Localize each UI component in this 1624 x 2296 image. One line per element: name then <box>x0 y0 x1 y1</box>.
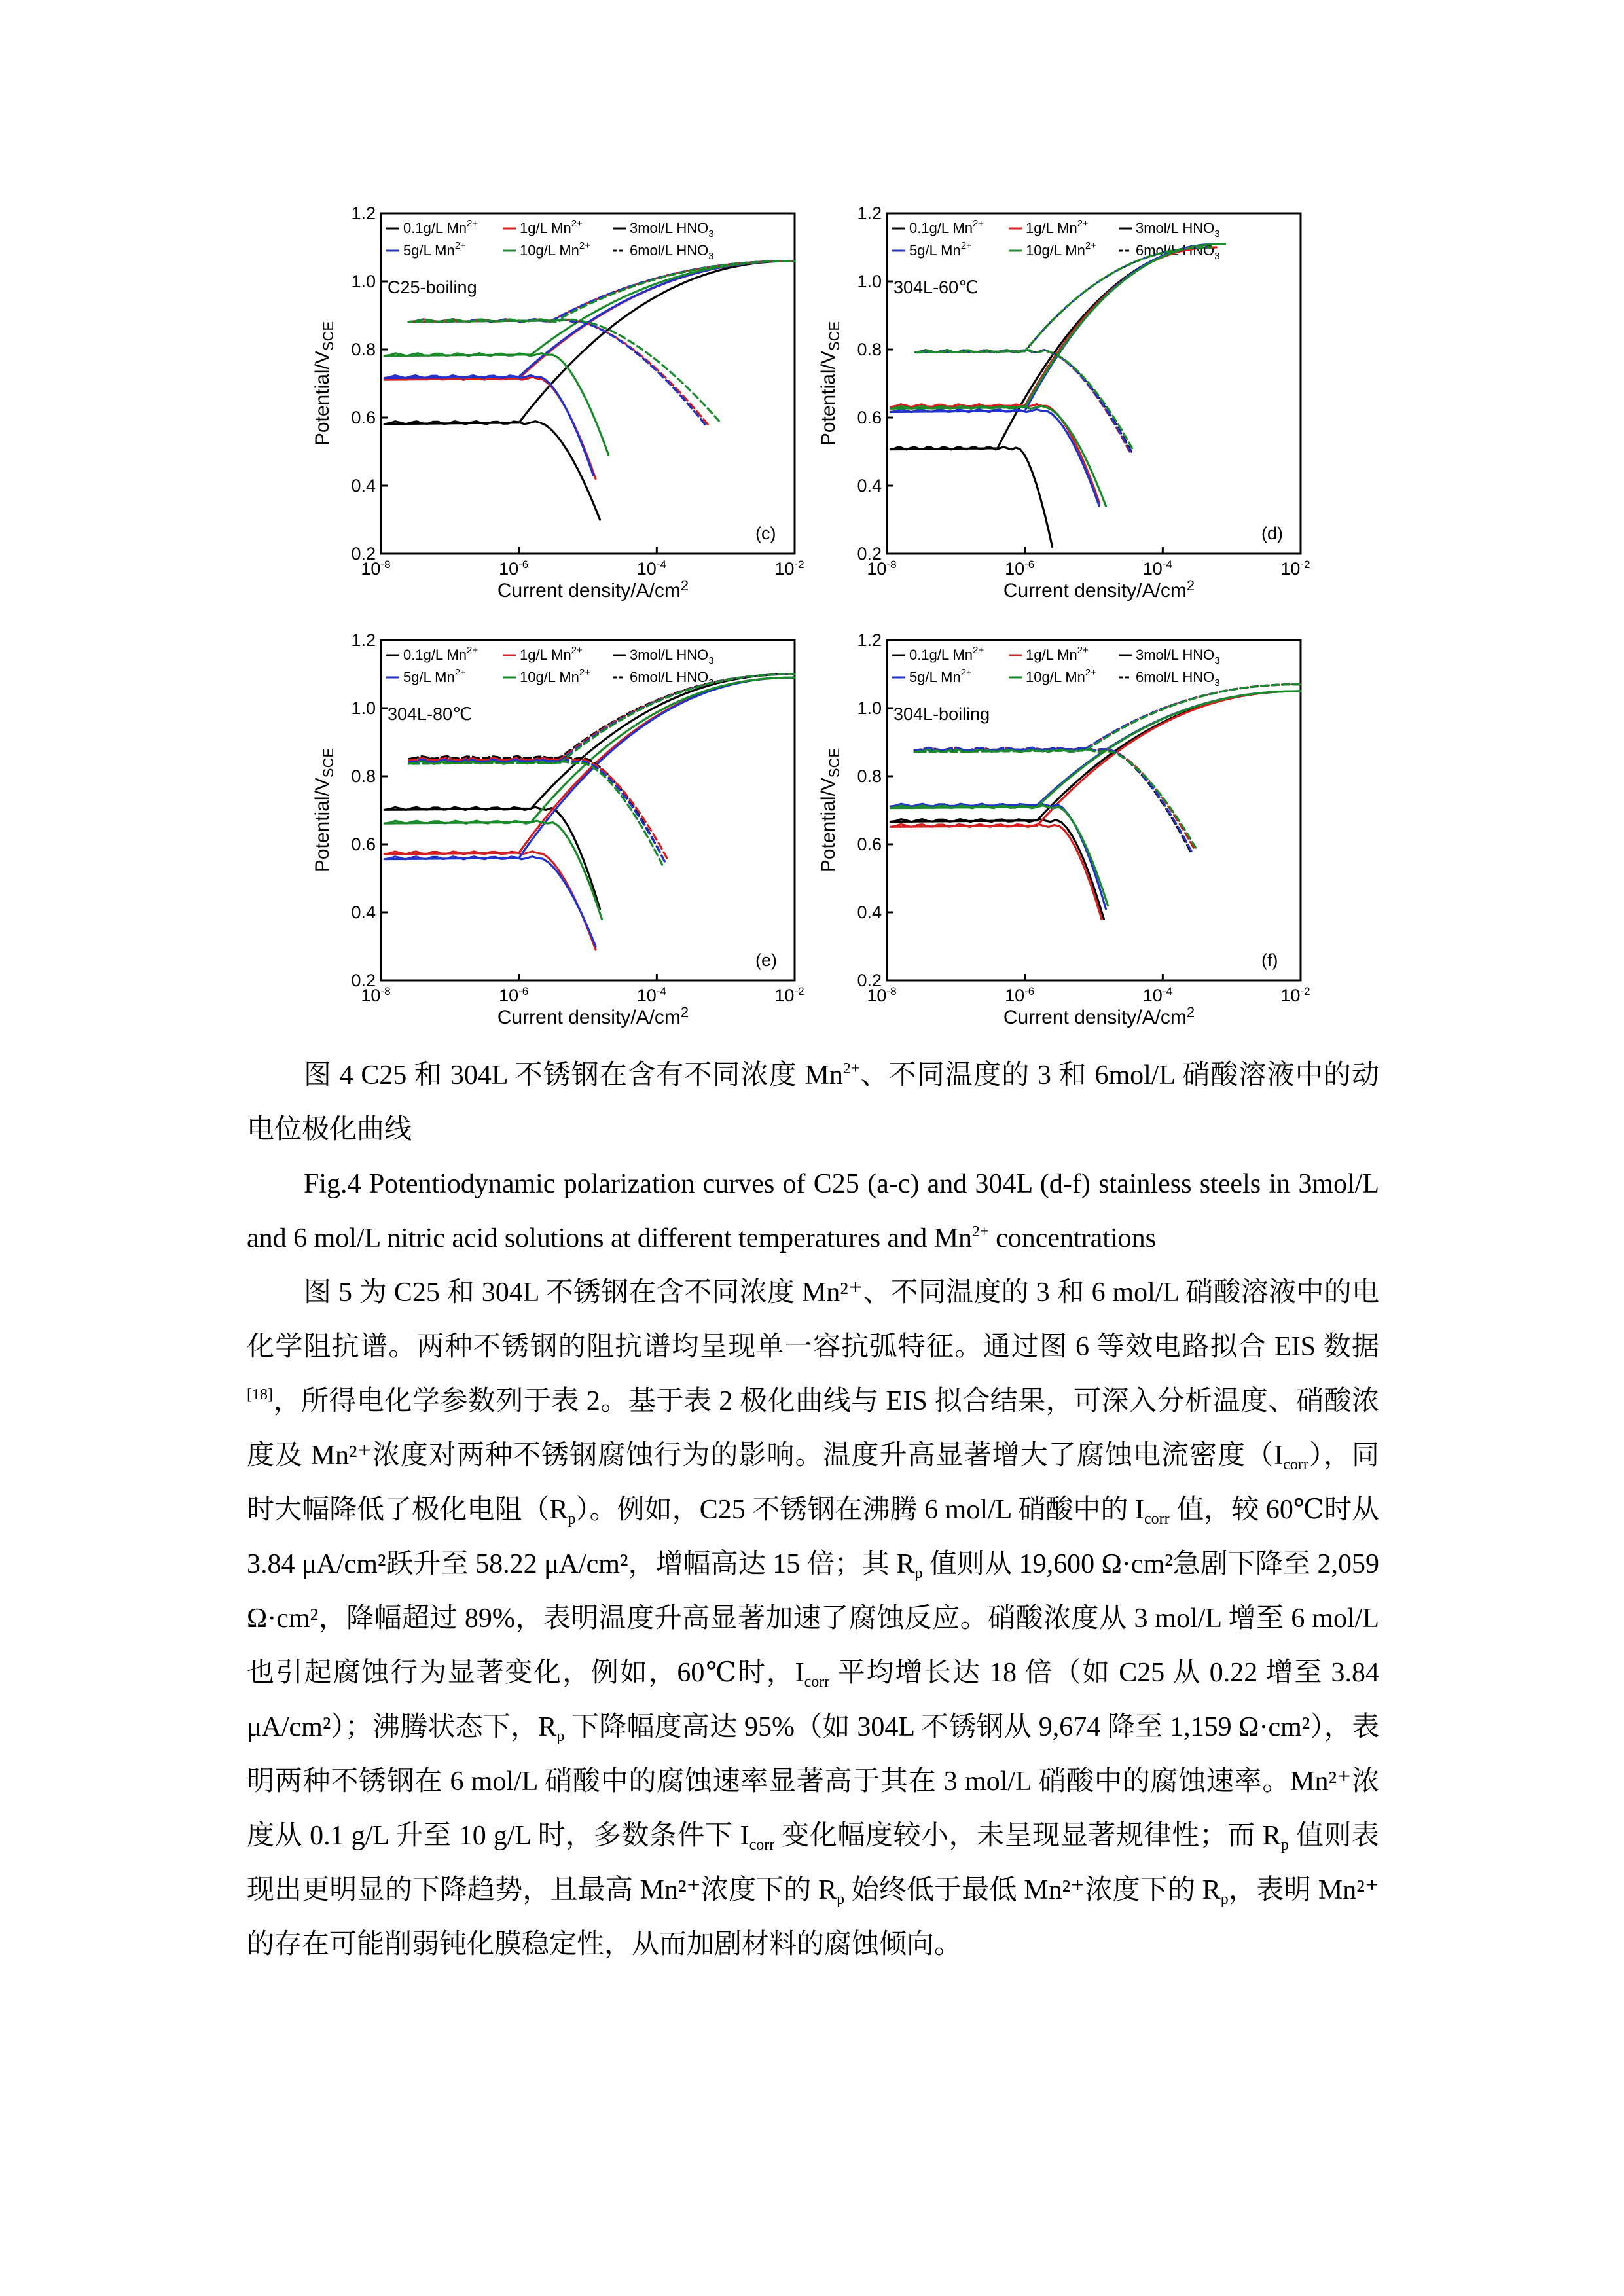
x-tick-label: $10^{-2}$ <box>1280 985 1310 1005</box>
y-axis-label-text: Potential/$V_{SCE}$ <box>818 747 842 873</box>
condition-label: 304L-60℃ <box>893 278 979 297</box>
x-tick-label: $10^{-2}$ <box>1280 558 1310 579</box>
panel-label: (c) <box>755 524 776 543</box>
legend-entry: 5g/L $Mn^{2+}$ <box>909 667 972 685</box>
legend-entry: 10g/L $Mn^{2+}$ <box>1026 667 1097 685</box>
y-tick-label: 0.8 <box>857 340 882 359</box>
legend-entry: 3mol/L $HNO_3$ <box>630 647 714 666</box>
legend-entry: 5g/L $Mn^{2+}$ <box>403 667 466 685</box>
y-tick-label: 0.2 <box>351 971 376 990</box>
legend-entry: 6mol/L $HNO_3$ <box>1136 669 1220 689</box>
y-tick-label: 0.6 <box>351 834 376 854</box>
legend-entry: 0.1g/L $Mn^{2+}$ <box>403 218 478 236</box>
plot-frame <box>887 640 1301 980</box>
plot-frame <box>887 213 1301 554</box>
citation-ref: [18] <box>247 1386 273 1403</box>
series-curve <box>408 674 795 861</box>
x-tick-label: $10^{-8}$ <box>361 985 391 1005</box>
legend-entry: 0.1g/L $Mn^{2+}$ <box>909 645 984 663</box>
y-tick-label: 1.0 <box>857 272 882 291</box>
y-tick-label: 0.8 <box>351 340 376 359</box>
y-tick-label: 0.8 <box>351 766 376 786</box>
y-tick-label: 1.0 <box>351 698 376 718</box>
y-tick-label: 0.6 <box>857 834 882 854</box>
legend-entry: 3mol/L $HNO_3$ <box>630 220 714 240</box>
x-tick-label: $10^{-6}$ <box>1005 558 1035 579</box>
x-tick-label: $10^{-4}$ <box>636 985 666 1005</box>
figure-caption-chinese: 图 4 C25 和 304L 不锈钢在含有不同浓度 $Mn^{2+}$、不同温度的 3 和 6mol/L 硝酸溶液中的动电位极化曲线 <box>247 1060 1379 1145</box>
y-tick-label: 0.8 <box>857 766 882 786</box>
x-axis-label: Current density/$A/cm^2$ <box>497 577 689 601</box>
y-axis-label-text: Potential/$V_{SCE}$ <box>818 321 842 446</box>
legend-entry: 0.1g/L $Mn^{2+}$ <box>909 218 984 236</box>
x-tick-label: $10^{-8}$ <box>867 558 897 579</box>
legend-entry: 5g/L $Mn^{2+}$ <box>909 240 972 259</box>
y-axis-label-text: Potential/$V_{SCE}$ <box>312 321 336 446</box>
panel-label: (f) <box>1261 950 1278 970</box>
y-tick-label: 0.4 <box>857 903 882 922</box>
chart-panel-c <box>312 204 804 601</box>
legend-entry: 1g/L $Mn^{2+}$ <box>520 645 583 663</box>
legend-entry: 10g/L $Mn^{2+}$ <box>1026 240 1097 259</box>
figure-4-polarization-panels <box>0 0 1624 1047</box>
y-axis-label <box>312 321 336 446</box>
legend-entry: 6mol/L $HNO_3$ <box>630 669 714 689</box>
y-tick-label: 0.4 <box>857 476 882 495</box>
y-tick-label: 0.4 <box>351 476 376 495</box>
body-paragraph: 图 5 为 C25 和 304L 不锈钢在含不同浓度 Mn²⁺、不同温度的 3 和 6 mol/L 硝酸溶液中的电化学阻抗谱。两种不锈钢的阻抗谱均呈现单一容抗弧特征。通过图 6 等效电路拟合 EIS 数据[18]，所得电化学参数列于表 2。基于表 2 极化曲线与 EIS 拟合结果，可深入分析温度、硝酸浓度及 Mn²⁺浓度对两种不锈钢腐蚀行为的影响。温度升高显著增大了腐蚀电流密度$(I_{corr})$，同时大幅降低了极化电阻$(R_p)$。例如，C25 不锈钢在沸腾 6 mol/L 硝酸中的 $I_{corr}$ 值，较 60℃时从 3.84 μA/cm²跃升至 58.22 μA/cm²，增幅高达 15 倍；其 $R_p$ 值则从 19,600 Ω·cm²急剧下降至 2,059 Ω·cm²，降幅超过 89%，表明温度升高显著加速了腐蚀反应。硝酸浓度从 3 mol/L 增至 6 mol/L 也引起腐蚀行为显著变化，例如，60℃时，$I_{corr}$ 平均增长达 18 倍（如 C25 从 0.22 增至 3.84 μA/cm²）；沸腾状态下，$R_p$ 下降幅度高达 95%（如 304L 不锈钢从 9,674 降至 1,159 Ω·cm²），表明两种不锈钢在 6 mol/L 硝酸中的腐蚀速率显著高于其在 3 mol/L 硝酸中的腐蚀速率。Mn²⁺浓度从 0.1 g/L 升至 10 g/L 时，多数条件下 $I_{corr}$ 变化幅度较小，未呈现显著规律性；而 $R_p$ 值则表现出更明显的下降趋势，且最高 Mn²⁺浓度下的 $R_p$ 始终低于最低 Mn²⁺浓度下的 $R_p$，表明 Mn²⁺的存在可能削弱钝化膜稳定性，从而加剧材料的腐蚀倾向。 <box>247 1278 1380 1960</box>
legend-entry: 6mol/L $HNO_3$ <box>1136 242 1220 262</box>
legend <box>386 645 714 689</box>
series-curve <box>408 674 795 861</box>
x-tick-label: $10^{-8}$ <box>361 558 391 579</box>
x-tick-label: $10^{-2}$ <box>774 985 804 1005</box>
legend-entry: 0.1g/L $Mn^{2+}$ <box>403 645 478 663</box>
panel-label: (e) <box>755 950 777 970</box>
condition-label: 304L-80℃ <box>388 704 473 724</box>
legend-entry: 1g/L $Mn^{2+}$ <box>520 218 583 236</box>
x-axis-label: Current density/$A/cm^2$ <box>497 1004 689 1028</box>
x-tick-label: $10^{-6}$ <box>1005 985 1035 1005</box>
y-tick-label: 1.0 <box>351 272 376 291</box>
y-tick-label: 1.0 <box>857 698 882 718</box>
legend <box>892 645 1220 689</box>
y-tick-label: 0.2 <box>351 544 376 564</box>
legend-entry: 3mol/L $HNO_3$ <box>1136 220 1220 240</box>
x-tick-label: $10^{-6}$ <box>499 558 529 579</box>
x-tick-label: $10^{-6}$ <box>499 985 529 1005</box>
y-tick-label: 1.2 <box>857 630 882 650</box>
condition-label: C25-boiling <box>388 278 477 297</box>
y-tick-label: 0.6 <box>351 408 376 427</box>
series-curve <box>408 674 795 858</box>
legend-entry: 1g/L $Mn^{2+}$ <box>1026 218 1089 236</box>
legend-entry: 10g/L $Mn^{2+}$ <box>520 667 591 685</box>
legend-entry: 6mol/L $HNO_3$ <box>630 242 714 262</box>
legend-entry: 10g/L $Mn^{2+}$ <box>520 240 591 259</box>
legend-entry: 1g/L $Mn^{2+}$ <box>1026 645 1089 663</box>
x-tick-label: $10^{-4}$ <box>1142 558 1172 579</box>
y-tick-label: 0.2 <box>857 544 882 564</box>
y-axis-label <box>818 748 842 872</box>
y-tick-label: 1.2 <box>351 204 376 223</box>
y-tick-label: 0.6 <box>857 408 882 427</box>
x-tick-label: $10^{-2}$ <box>774 558 804 579</box>
x-axis-label: Current density/$A/cm^2$ <box>1003 577 1195 601</box>
x-tick-label: $10^{-4}$ <box>1142 985 1172 1005</box>
series-curve <box>384 261 795 520</box>
condition-label: 304L-boiling <box>893 704 990 724</box>
y-axis-label <box>312 748 336 872</box>
y-tick-label: 0.2 <box>857 971 882 990</box>
legend-entry: 5g/L $Mn^{2+}$ <box>403 240 466 259</box>
legend-entry: 3mol/L $HNO_3$ <box>1136 647 1220 666</box>
x-tick-label: $10^{-8}$ <box>867 985 897 1005</box>
chart-panel-f <box>818 630 1310 1028</box>
y-tick-label: 1.2 <box>351 630 376 650</box>
y-tick-label: 0.4 <box>351 903 376 922</box>
y-axis-label <box>818 321 842 446</box>
y-tick-label: 1.2 <box>857 204 882 223</box>
legend <box>386 218 714 262</box>
panel-label: (d) <box>1261 524 1283 543</box>
chart-panel-d <box>818 204 1310 601</box>
x-axis-label: Current density/$A/cm^2$ <box>1003 1004 1195 1028</box>
y-axis-label-text: Potential/$V_{SCE}$ <box>312 747 336 873</box>
chart-panel-e <box>312 630 804 1028</box>
figure-caption-english: Fig.4 Potentiodynamic polarization curves of C25 (a-c) and 304L (d-f) stainless steels in 3mol/L and 6 mol/L nitric acid solutions at different temperatures and $Mn^{2+}$ concentrations <box>247 1169 1379 1253</box>
x-tick-label: $10^{-4}$ <box>636 558 666 579</box>
